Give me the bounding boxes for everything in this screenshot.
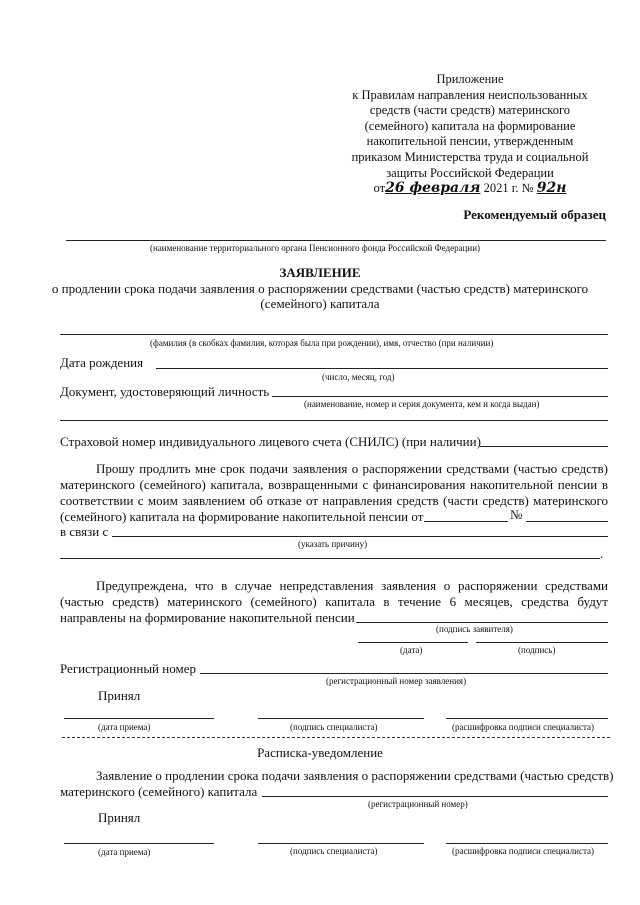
receipt-line-2: материнского (семейного) капитала — [60, 784, 258, 799]
organ-field[interactable] — [66, 240, 606, 241]
receipt-line-1: Заявление о продлении срока подачи заявления о распоряжении средствами (частью средств) — [96, 768, 614, 783]
date-caption: (дата) — [400, 645, 423, 655]
snils-label: Страховой номер индивидуального лицевого счета (СНИЛС) (при наличии) — [60, 434, 481, 449]
birth-date-label: Дата рождения — [60, 355, 144, 370]
header-line: к Правилам направления неиспользованных — [352, 87, 588, 102]
accept-date-field-2[interactable] — [64, 843, 214, 844]
specialist-signature-field-2[interactable] — [258, 843, 424, 844]
appendix-header — [330, 72, 610, 197]
fio-caption: (фамилия (в скобках фамилия, которая была при рождении), имя, отчество (при наличии) — [150, 338, 494, 348]
header-line: накопительной пенсии, утвержденным — [366, 134, 574, 149]
reason-caption: (указать причину) — [298, 539, 368, 549]
registration-caption: (регистрационный номер заявления) — [326, 676, 467, 686]
document-subtitle-2: (семейного) капитала — [260, 296, 380, 311]
request-line-3: соответствии с моим заявлением об отказе от направления средств (части средств) материнского — [60, 493, 608, 508]
identity-doc-label: Документ, удостоверяющий личность — [60, 384, 270, 399]
accept-date-field[interactable] — [64, 718, 214, 719]
receipt-registration-field[interactable] — [262, 796, 608, 797]
reason-field-2[interactable] — [60, 558, 600, 559]
accepted-label-2: Принял — [98, 810, 141, 825]
header-line: защиты Российской Федерации — [386, 165, 554, 180]
specialist-decode-caption: (расшифровка подписи специалиста) — [452, 722, 594, 732]
header-line: (семейного) капитала на формирование — [364, 118, 576, 133]
signature-caption: (подпись) — [518, 645, 556, 655]
warning-line-1: Предупреждена, что в случае непредставления заявления о распоряжении средствами — [96, 578, 608, 593]
header-line: Приложение — [436, 72, 504, 86]
refusal-date-field[interactable] — [424, 521, 508, 522]
receipt-registration-caption: (регистрационный номер) — [368, 799, 468, 809]
fio-field[interactable] — [60, 334, 608, 335]
header-line: средств (части средств) материнского — [369, 103, 571, 118]
warning-line-3: направлены на формирование накопительной пенсии — [60, 610, 355, 625]
birth-date-field[interactable] — [156, 368, 608, 369]
specialist-decode-field-2[interactable] — [446, 843, 608, 844]
applicant-signature-caption: (подпись заявителя) — [436, 624, 513, 634]
specialist-signature-caption: (подпись специалиста) — [290, 722, 378, 732]
specialist-signature-field[interactable] — [258, 718, 424, 719]
recommended-sample-label: Рекомендуемый образец — [463, 207, 606, 222]
request-line-4: (семейного) капитала на формирование накопительной пенсии от — [60, 509, 424, 524]
receipt-title: Расписка-уведомление — [257, 745, 383, 760]
identity-doc-caption: (наименование, номер и серия документа, кем и когда выдан) — [304, 399, 540, 409]
accept-date-caption-2: (дата приема) — [98, 847, 151, 857]
registration-label: Регистрационный номер — [60, 661, 196, 676]
accepted-label: Принял — [98, 688, 141, 703]
birth-date-caption: (число, месяц, год) — [322, 372, 395, 382]
cut-line — [62, 737, 610, 738]
organ-caption: (наименование территориального органа Пенсионного фонда Российской Федерации) — [150, 243, 481, 253]
accept-date-caption: (дата приема) — [98, 722, 151, 732]
refusal-number-field[interactable] — [526, 521, 608, 522]
document-subtitle-1: о продлении срока подачи заявления о распоряжении средствами (частью средств) материнского — [51, 281, 589, 296]
warning-line-2: (частью средств) материнского (семейного) капитала в течение 6 месяцев, средства будут — [60, 594, 608, 609]
signature-field[interactable] — [476, 642, 608, 643]
specialist-decode-caption-2: (расшифровка подписи специалиста) — [452, 846, 594, 856]
date-field[interactable] — [358, 642, 468, 643]
applicant-signature-field[interactable] — [356, 622, 608, 623]
registration-field[interactable] — [200, 673, 608, 674]
handwritten-number: 92н — [536, 180, 567, 197]
date-prefix: от — [373, 181, 386, 196]
number-sign: № — [510, 507, 523, 522]
document-title: ЗАЯВЛЕНИЕ — [279, 265, 361, 280]
period-mark: . — [600, 546, 604, 561]
reason-label: в связи с — [60, 524, 109, 539]
specialist-decode-field[interactable] — [446, 718, 608, 719]
identity-doc-field-2[interactable] — [60, 420, 608, 421]
handwritten-date: 26 февраля — [385, 180, 481, 197]
date-year: 2021 г. № — [483, 181, 534, 196]
snils-field[interactable] — [480, 446, 608, 447]
header-line: приказом Министерства труда и социальной — [351, 149, 589, 164]
identity-doc-field[interactable] — [272, 396, 608, 397]
request-line-2: материнского (семейного) капитала, возвращенными с финансирования накопительной пенсии в — [60, 477, 608, 492]
specialist-signature-caption-2: (подпись специалиста) — [290, 846, 378, 856]
header-date-line — [330, 181, 610, 197]
request-line-1: Прошу продлить мне срок подачи заявления о распоряжении средствами (частью средств) — [96, 461, 608, 476]
reason-field[interactable] — [112, 536, 608, 537]
